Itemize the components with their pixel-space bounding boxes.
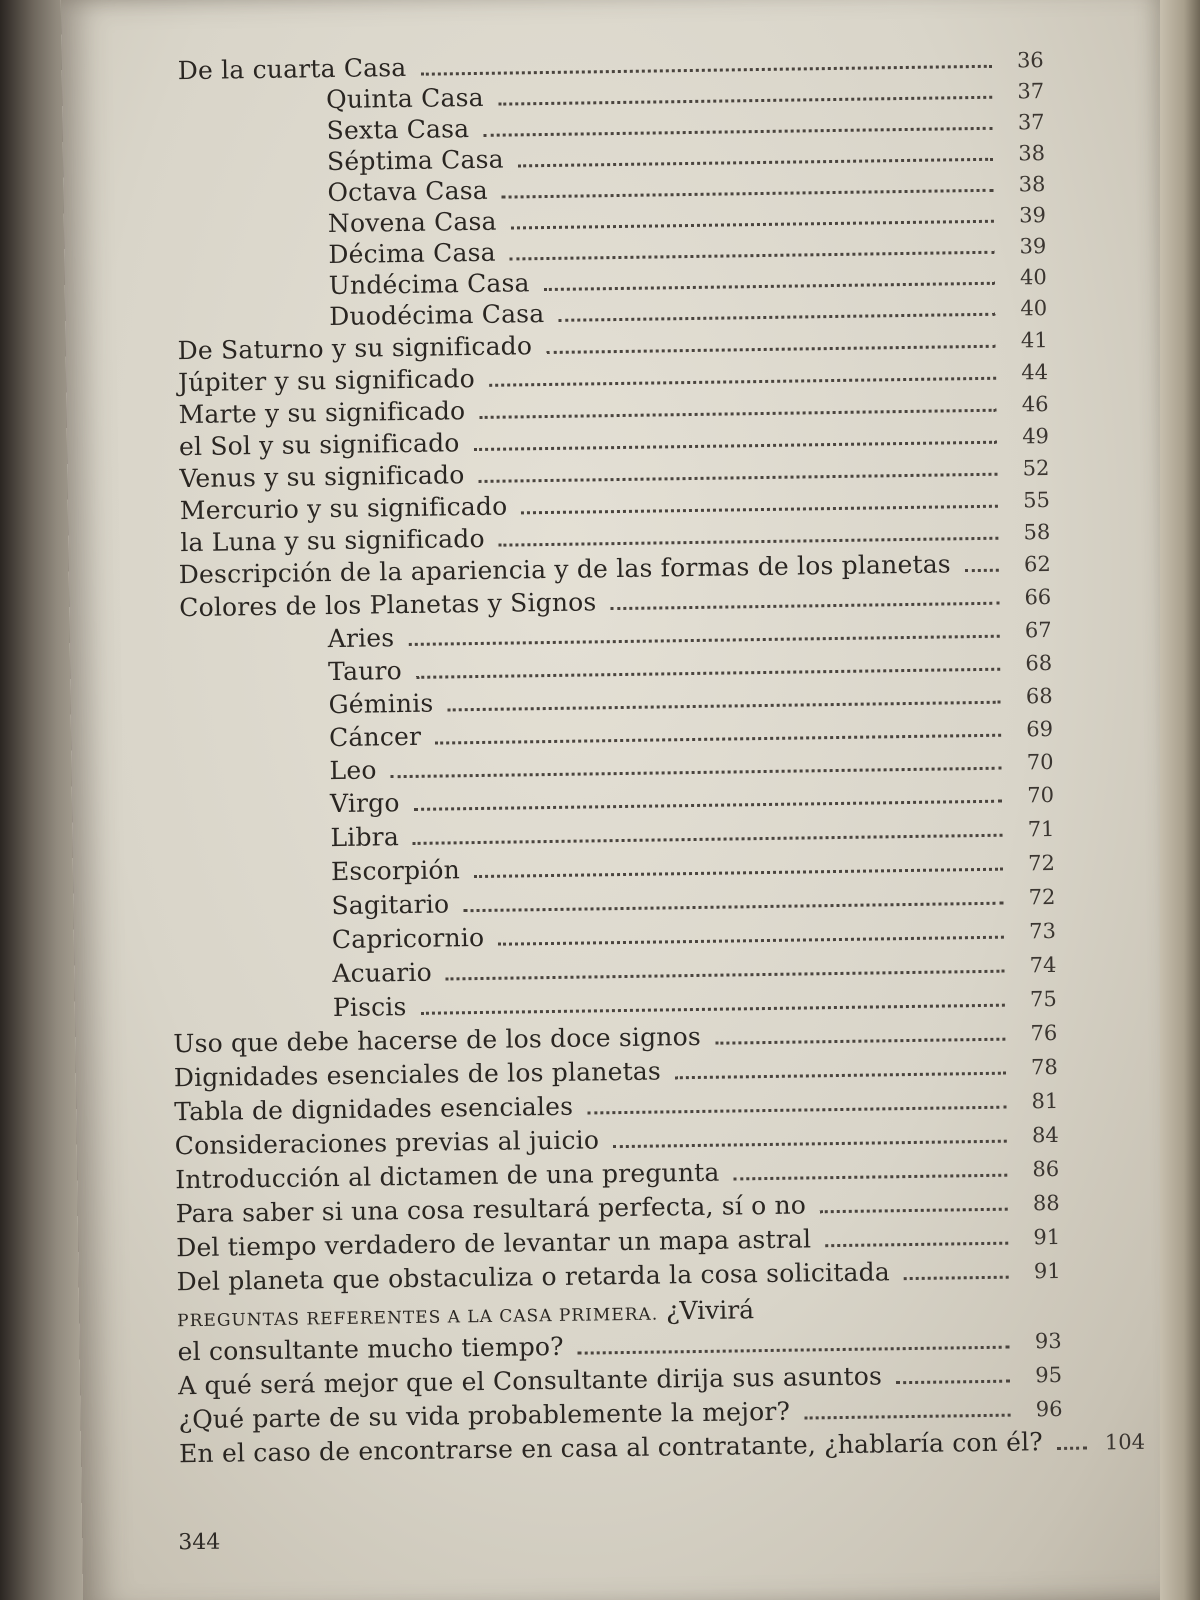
toc-entry-page: 73: [1028, 918, 1057, 944]
leader-dots: [420, 65, 991, 76]
toc-entry-page: 68: [1025, 683, 1053, 709]
toc-entry-page: 39: [1019, 234, 1047, 259]
toc-entry-title: Introducción al dictamen de una pregunta: [175, 1157, 720, 1195]
leader-dots: [675, 1072, 1006, 1080]
toc-entry-page: 46: [1021, 392, 1049, 417]
toc-entry-title: el Sol y su significado: [178, 428, 460, 462]
toc-entry-title: Mercurio y su significado: [179, 491, 508, 526]
toc-entry-page: 81: [1031, 1088, 1059, 1114]
toc-entry-page: 69: [1026, 716, 1054, 742]
toc-entry-page: 68: [1025, 650, 1053, 676]
toc-entry-title: Aries: [327, 623, 395, 654]
leader-dots: [391, 767, 1002, 779]
toc-entry-page: 36: [1016, 48, 1044, 73]
toc-entry-page: 84: [1031, 1122, 1059, 1148]
leader-dots: [474, 868, 1003, 878]
toc-entry-title: Escorpión: [330, 855, 461, 887]
leader-dots: [483, 127, 992, 137]
leader-dots: [611, 602, 1000, 610]
toc-entry-title: Descripción de la apariencia y de las formas de los planetas: [178, 549, 952, 590]
toc-entry-title: De la cuarta Casa: [177, 52, 407, 86]
leader-dots: [965, 569, 999, 572]
toc-entry-page: 96: [1035, 1396, 1063, 1422]
toc-entry-page: 40: [1020, 296, 1048, 321]
toc-entry-page: 52: [1022, 456, 1050, 481]
leader-dots: [414, 800, 1002, 811]
toc-entry-title: Sagitario: [331, 889, 450, 921]
toc-entry-title: el consultante mucho tiempo?: [177, 1331, 564, 1367]
toc-entry-title: Marte y su significado: [178, 396, 466, 430]
leader-dots: [489, 377, 996, 387]
toc-entry-page: 91: [1033, 1224, 1061, 1250]
section-heading-caps: PREGUNTAS REFERENTES A LA CASA PRIMERA.: [177, 1304, 659, 1332]
leader-dots: [413, 834, 1003, 845]
toc-entry-page: 91: [1033, 1258, 1061, 1284]
toc-entry-title: Para saber si una cosa resultará perfecta, sí o no: [175, 1190, 807, 1229]
toc-entry-title: Venus y su significado: [179, 460, 465, 494]
toc-entry-page: 76: [1030, 1020, 1058, 1046]
toc-entry-title: A qué será mejor que el Consultante dirija sus asuntos: [177, 1361, 883, 1401]
toc-entry-title: Octava Casa: [327, 175, 489, 208]
toc-entry-title: Virgo: [329, 788, 400, 819]
toc-entry-page: 39: [1018, 203, 1047, 228]
leader-dots: [435, 734, 1001, 745]
leader-dots: [408, 635, 999, 646]
toc-entry-page: 93: [1034, 1328, 1062, 1354]
leader-dots: [613, 1140, 1007, 1148]
toc-entry-page: 75: [1029, 986, 1057, 1012]
book-page: [61, 0, 1184, 1600]
toc-entry-title: Uso que debe hacerse de los doce signos: [173, 1021, 702, 1059]
toc-entry-title: Sexta Casa: [326, 114, 470, 146]
toc-entry-title: Tabla de dignidades esenciales: [174, 1091, 574, 1127]
leader-dots: [587, 1106, 1006, 1115]
leader-dots: [896, 1380, 1010, 1385]
toc-entry-title: Del planeta que obstaculiza o retarda la cosa solicitada: [176, 1257, 891, 1297]
toc-entry-page: 58: [1023, 519, 1051, 545]
leader-dots: [479, 409, 996, 419]
toc-entry-page: 62: [1023, 551, 1051, 577]
leader-dots: [446, 970, 1005, 981]
toc-entry-page: 86: [1032, 1156, 1060, 1182]
toc-entry-page: 37: [1017, 79, 1045, 104]
toc-entry-title: Novena Casa: [327, 206, 497, 239]
toc-entry-title: De Saturno y su significado: [177, 331, 533, 366]
leader-dots: [421, 1004, 1005, 1015]
leader-dots: [448, 701, 1001, 712]
toc-entry-page: 70: [1026, 749, 1054, 775]
toc-entry-page: 41: [1020, 328, 1048, 353]
toc-entry-title: Quinta Casa: [325, 82, 484, 115]
leader-dots: [498, 936, 1004, 946]
leader-dots: [498, 96, 992, 106]
toc-entry-title: Géminis: [328, 688, 434, 720]
leader-dots: [546, 345, 995, 354]
toc-entry-page: 40: [1019, 265, 1047, 290]
toc-entry-page: 74: [1029, 952, 1057, 978]
toc-entry-title: Leo: [329, 755, 377, 786]
toc-entry-page: 67: [1024, 617, 1052, 643]
toc-entry-page: 38: [1018, 172, 1046, 197]
toc-entry-title: En el caso de encontrarse en casa al contratante, ¿hablaría con él?: [178, 1427, 1044, 1469]
leader-dots: [463, 902, 1003, 913]
leader-dots: [499, 537, 999, 547]
table-of-contents: [61, 0, 1184, 1600]
leader-dots: [578, 1346, 1010, 1355]
toc-entry-page: 78: [1030, 1054, 1058, 1080]
leader-dots: [521, 505, 998, 515]
toc-entry-title: Dignidades esenciales de los planetas: [173, 1056, 662, 1093]
leader-dots: [544, 282, 995, 291]
toc-entry-page: 88: [1032, 1190, 1060, 1216]
toc-entry-title: Del tiempo verdadero de levantar un mapa astral: [176, 1224, 812, 1263]
toc-entry-page: 70: [1027, 782, 1055, 808]
leader-dots: [804, 1414, 1010, 1420]
toc-entry-title: Duodécima Casa: [329, 299, 545, 332]
toc-entry-title: Acuario: [332, 957, 433, 989]
toc-entry-page: 66: [1024, 584, 1052, 610]
toc-entry-title: Piscis: [332, 992, 407, 1023]
leader-dots: [825, 1242, 1008, 1248]
page-right-edge: [1160, 0, 1200, 1600]
toc-entry-title: Consideraciones previas al juicio: [174, 1125, 600, 1161]
leader-dots: [416, 668, 1000, 679]
toc-entry-page: 38: [1018, 141, 1046, 166]
leader-dots: [474, 441, 997, 451]
toc-entry-title: la Luna y su significado: [180, 523, 485, 558]
toc-entry-title: Capricornio: [331, 922, 485, 955]
leader-dots: [511, 220, 994, 230]
leader-dots: [734, 1174, 1008, 1181]
leader-dots: [715, 1038, 1005, 1045]
leader-dots: [502, 189, 994, 199]
toc-entry-page: 55: [1022, 487, 1051, 513]
toc-entry-title: Undécima Casa: [328, 268, 530, 301]
toc-entry-page: 72: [1028, 850, 1056, 876]
toc-entry-title: Décima Casa: [328, 237, 496, 270]
toc-entry-title: Colores de los Planetas y Signos: [179, 587, 597, 623]
leader-dots: [518, 158, 993, 168]
toc-entry-title: Cáncer: [328, 721, 422, 753]
toc-entry-title: Júpiter y su significado: [177, 364, 476, 398]
toc-entry-page: 71: [1027, 816, 1055, 842]
page-folio-number: 344: [178, 1529, 221, 1556]
toc-entry-title: Libra: [330, 822, 400, 853]
toc-entry-page: 44: [1021, 360, 1049, 385]
toc-entry-page: 37: [1017, 110, 1045, 135]
leader-dots: [510, 251, 995, 261]
toc-entry-page: 104: [1104, 1429, 1146, 1455]
toc-entry-title: ¿Qué parte de su vida probablemente la mejor?: [178, 1396, 791, 1435]
toc-entry-title: Tauro: [327, 656, 403, 687]
leader-dots: [479, 473, 998, 483]
toc-entry-page: 49: [1022, 424, 1050, 449]
leader-dots: [820, 1208, 1008, 1214]
section-heading-rest: ¿Vivirá: [665, 1295, 755, 1326]
toc-entry-title: Séptima Casa: [326, 144, 504, 177]
leader-dots: [558, 313, 995, 322]
leader-dots: [904, 1276, 1009, 1280]
leader-dots: [1057, 1447, 1087, 1450]
toc-entry-page: 95: [1035, 1362, 1063, 1388]
toc-entry-page: 72: [1028, 884, 1056, 910]
